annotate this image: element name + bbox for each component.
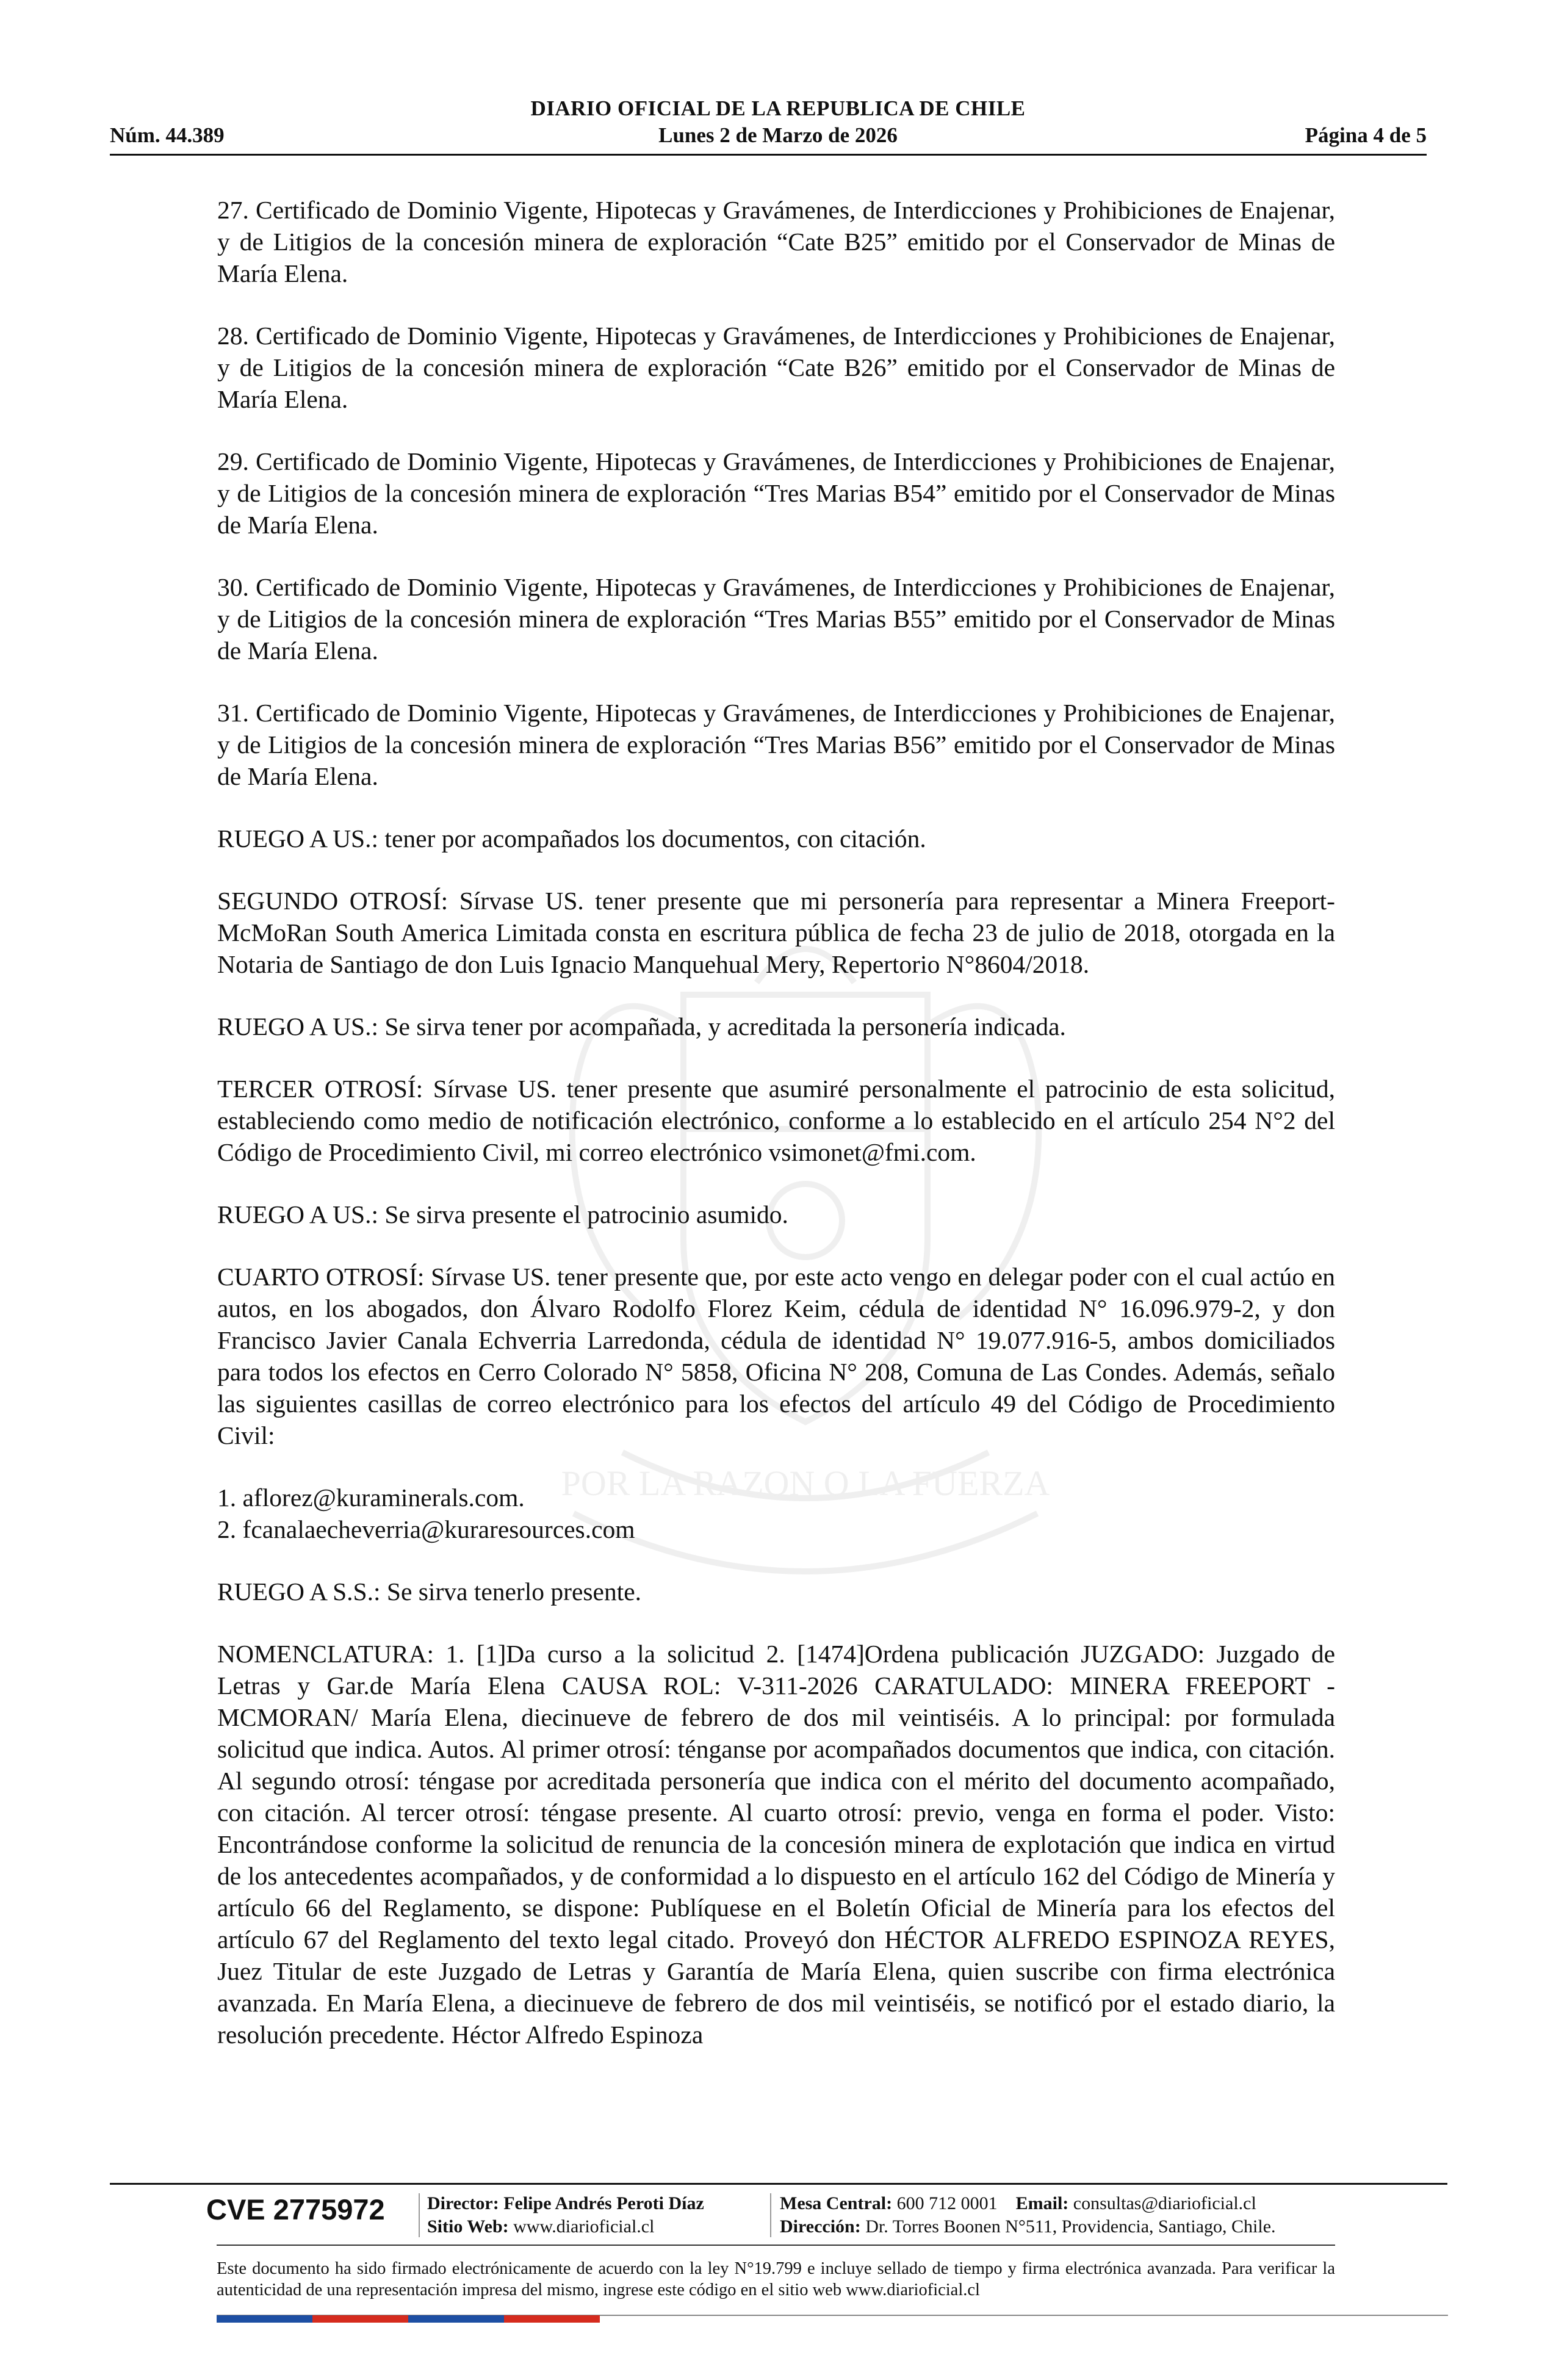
director-label: Director: [427,2193,499,2213]
tercer-otrosi: TERCER OTROSÍ: Sírvase US. tener presente que asumiré personalmente el patrocinio de esta solicitud, estableciendo como medio de notificación electrónico, conforme a lo establecido en el artículo 254 N°2 del Código de Procedimiento Civil, mi correo electrónico vsimonet@fmi.com. [217,1075,1335,1166]
footer-separator [419,2193,420,2237]
watermark-motto: POR LA RAZON O LA FUERZA [561,1463,1050,1503]
footer-separator [770,2193,771,2237]
segundo-otrosi: SEGUNDO OTROSÍ: Sírvase US. tener presente que mi personería para representar a Minera Freeport-McMoRan South America Limitada consta en escritura pública de fecha 23 de julio de 2018, otorgada en la Notaria de Santiago de don Luis Ignacio Manquehual Mery, Repertorio N°8604/2018. [217,887,1335,978]
flag-segment [217,2315,312,2323]
flag-segment [408,2315,504,2323]
mesa-label: Mesa Central: [780,2193,893,2213]
site-label: Sitio Web: [427,2216,509,2237]
footer-divider-mid [217,2245,1335,2246]
cuarto-otrosi: CUARTO OTROSÍ: Sírvase US. tener presente que, por este acto vengo en delegar poder con el cual actúo en autos, en los abogados, don Álvaro Rodolfo Florez Keim, cédula de identidad N° 16.096.979-2, y don Francisco Javier Canala Echverria Larredonda, cédula de identidad N° 19.077.916-5, ambos domiciliados para todos los efectos en Cerro Colorado N° 5858, Oficina N° 208, Comuna de Las Condes. Además, señalo las siguientes casillas de correo electrónico para los efectos del artículo 49 del Código de Procedimiento Civil: [217,1263,1335,1449]
list-item: 1. aflorez@kuraminerals.com. [217,1484,525,1512]
flag-segment [312,2315,408,2323]
paragraph-28: 28. Certificado de Dominio Vigente, Hipotecas y Gravámenes, de Interdicciones y Prohibiciones de Enajenar, y de Litigios de la concesión minera de exploración “Cate B26” emitido por el Conservador de Minas de María Elena. [217,322,1335,413]
nomenclatura-paragraph: NOMENCLATURA: 1. [1]Da curso a la solicitud 2. [1474]Ordena publicación JUZGADO: Juzgado de Letras y Gar.de María Elena CAUSA ROL: V-311-2026 CARATULADO: MINERA FREEPORT - MCMORAN/ María Elena, diecinueve de febrero de dos mil veintiséis. A lo principal: por formulada solicitud que indica. Autos. Al primer otrosí: ténganse por acompañados documentos que indica, con citación. Al segundo otrosí: téngase por acreditada personería que indica con el mérito del documento acompañado, con citación. Al tercer otrosí: téngase presente. Al cuarto otrosí: previo, venga en forma el poder. Visto: Encontrándose conforme la solicitud de renuncia de la concesión minera de explotación que indica en virtud de los antecedentes acompañados, y de conformidad a lo dispuesto en el artículo 162 del Código de Minería y artículo 66 del Reglamento, se dispone: Publíquese en el Boletín Oficial de Minería para los efectos del artículo 67 del Reglamento del texto legal citado. Proveyó don HÉCTOR ALFREDO ESPINOZA REYES, Juez Titular de este Juzgado de Letras y Garantía de María Elena, quien suscribe con firma electrónica avanzada. En María Elena, a diecinueve de febrero de dos mil veintiséis, se notificó por el estado diario, la resolución precedente. Héctor Alfredo Espinoza [217,1640,1335,2049]
email-link[interactable]: consultas@diarioficial.cl [1073,2193,1256,2213]
footer-director-block [427,2192,704,2238]
director-name: Felipe Andrés Peroti Díaz [503,2193,704,2213]
request-patrocinio: RUEGO A US.: Se sirva presente el patrocinio asumido. [217,1200,788,1228]
address-value: Dr. Torres Boonen N°511, Providencia, Santiago, Chile. [865,2216,1276,2237]
request-documents: RUEGO A US.: tener por acompañados los documentos, con citación. [217,824,926,853]
flag-stripe [217,2315,600,2323]
site-link[interactable]: www.diarioficial.cl [513,2216,655,2237]
mesa-phone: 600 712 0001 [896,2193,998,2213]
footer-contact-block [780,2192,1276,2238]
address-label: Dirección: [780,2216,861,2237]
document-body [217,194,1335,2081]
request-personeria: RUEGO A US.: Se sirva tener por acompañada, y acreditada la personería indicada. [217,1012,1066,1040]
footer-divider-top [110,2183,1447,2185]
issue-date: Lunes 2 de Marzo de 2026 [658,123,898,147]
list-item: 2. fcanalaecheverria@kuraresources.com [217,1515,635,1543]
issue-number: Núm. 44.389 [110,123,225,147]
header-divider [110,154,1427,156]
email-list [217,1482,1335,1545]
email-label: Email: [1015,2193,1069,2213]
cve-code: CVE 2775972 [206,2193,385,2226]
paragraph-27: 27. Certificado de Dominio Vigente, Hipotecas y Gravámenes, de Interdicciones y Prohibiciones de Enajenar, y de Litigios de la concesión minera de exploración “Cate B25” emitido por el Conservador de Minas de María Elena. [217,196,1335,287]
paragraph-31: 31. Certificado de Dominio Vigente, Hipotecas y Gravámenes, de Interdicciones y Prohibiciones de Enajenar, y de Litigios de la concesión minera de exploración “Tres Marias B56” emitido por el Conservador de Minas de María Elena. [217,699,1335,790]
paragraph-30: 30. Certificado de Dominio Vigente, Hipotecas y Gravámenes, de Interdicciones y Prohibiciones de Enajenar, y de Litigios de la concesión minera de exploración “Tres Marias B55” emitido por el Conservador de Minas de María Elena. [217,573,1335,665]
request-presente: RUEGO A S.S.: Se sirva tenerlo presente. [217,1578,642,1606]
page-indicator: Página 4 de 5 [1305,123,1427,147]
newspaper-title: DIARIO OFICIAL DE LA REPUBLICA DE CHILE [530,96,1026,120]
footer-legal-note: Este documento ha sido firmado electrónicamente de acuerdo con la ley N°19.799 e incluye sellado de tiempo y firma electrónica avanzada. Para verificar la autenticidad de una representación impresa del mismo, ingrese este código en el sitio web www.diarioficial.cl [217,2259,1335,2299]
flag-segment [504,2315,600,2323]
paragraph-29: 29. Certificado de Dominio Vigente, Hipotecas y Gravámenes, de Interdicciones y Prohibiciones de Enajenar, y de Litigios de la concesión minera de exploración “Tres Marias B54” emitido por el Conservador de Minas de María Elena. [217,447,1335,539]
